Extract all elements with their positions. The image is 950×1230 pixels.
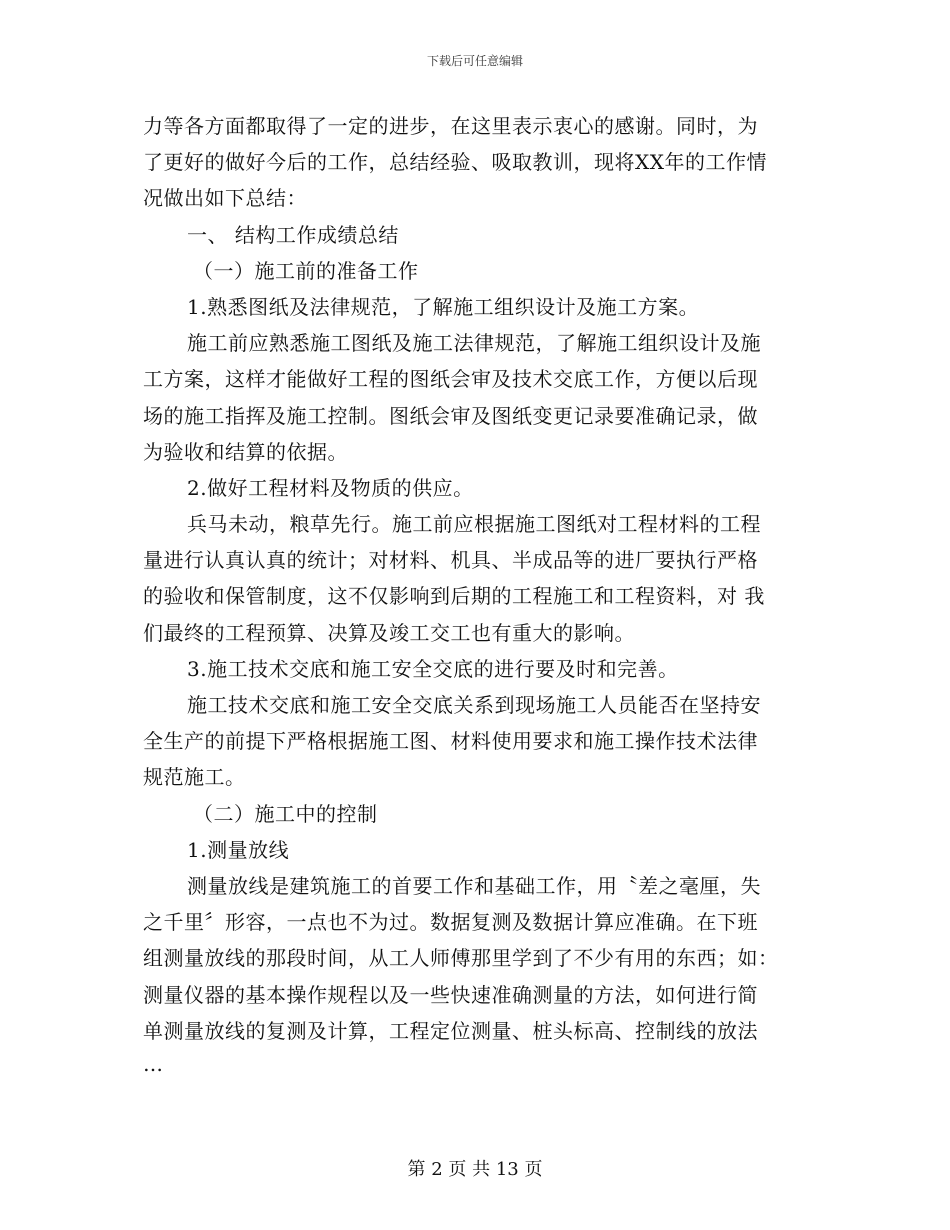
paragraph-line: 力等各方面都取得了一定的进步，在这里表示衷心的感谢。同时，为 (143, 114, 758, 138)
section-heading: 一、 结构工作成绩总结 (187, 222, 399, 247)
paragraph-line: 们最终的工程预算、决算及竣工交工也有重大的影响。 (143, 620, 635, 645)
paragraph-line: 测量放线是建筑施工的首要工作和基础工作，用〝差之毫厘，失 (187, 873, 761, 898)
paragraph-line: 况做出如下总结： (143, 186, 307, 211)
paragraph-line: 工方案，这样才能做好工程的图纸会审及技术交底工作，方便以后现 (143, 367, 758, 392)
paragraph-line: 为验收和结算的依据。 (143, 439, 348, 464)
paragraph-line: 的验收和保管制度，这不仅影响到后期的工程施工和工程资料，对 我 (143, 584, 765, 609)
paragraph-line: 单测量放线的复测及计算，工程定位测量、桩头标高、控制线的放法 (143, 1018, 758, 1043)
paragraph-line: 场的施工指挥及施工控制。图纸会审及图纸变更记录要准确记录，做 (143, 403, 758, 428)
paragraph-line: 规范施工。 (143, 765, 246, 790)
paragraph-line: 之千里〞形容，一点也不为过。数据复测及数据计算应准确。在下班 (143, 910, 758, 935)
paragraph-line: 施工前应熟悉施工图纸及施工法律规范，了解施工组织设计及施 (187, 331, 761, 356)
item-heading: 2.做好工程材料及物质的供应。 (187, 475, 474, 500)
item-heading: 1.测量放线 (187, 837, 290, 862)
item-heading: 1.熟悉图纸及法律规范，了解施工组织设计及施工方案。 (187, 294, 700, 319)
subsection-heading: （一）施工前的准备工作 (193, 258, 419, 283)
paragraph-line: 施工技术交底和施工安全交底关系到现场施工人员能否在坚持安 (187, 693, 761, 717)
document-body (143, 108, 811, 1079)
paragraph-line: 兵马未动，粮草先行。施工前应根据施工图纸对工程材料的工程 (187, 512, 761, 537)
subsection-heading: （二）施工中的控制 (193, 801, 378, 826)
item-heading: 3.施工技术交底和施工安全交底的进行要及时和完善。 (187, 656, 679, 681)
page-header: 下载后可任意编辑 (426, 54, 523, 68)
paragraph-line: 测量仪器的基本操作规程以及一些快速准确测量的方法，如何进行简 (143, 982, 758, 1007)
paragraph-line: 全生产的前提下严格根据施工图、材料使用要求和施工操作技术法律 (143, 729, 758, 754)
ellipsis-line: … (143, 1051, 163, 1076)
paragraph-line: 量进行认真认真的统计；对材料、机具、半成品等的进厂要执行严格 (143, 548, 758, 573)
page-number-footer: 第 2 页 共 13 页 (407, 1159, 543, 1180)
paragraph-line: 了更好的做好今后的工作，总结经验、吸取教训，现将XX年的工作情 (143, 150, 767, 175)
paragraph-line: 组测量放线的那段时间，从工人师傅那里学到了不少有用的东西；如： (143, 946, 779, 971)
